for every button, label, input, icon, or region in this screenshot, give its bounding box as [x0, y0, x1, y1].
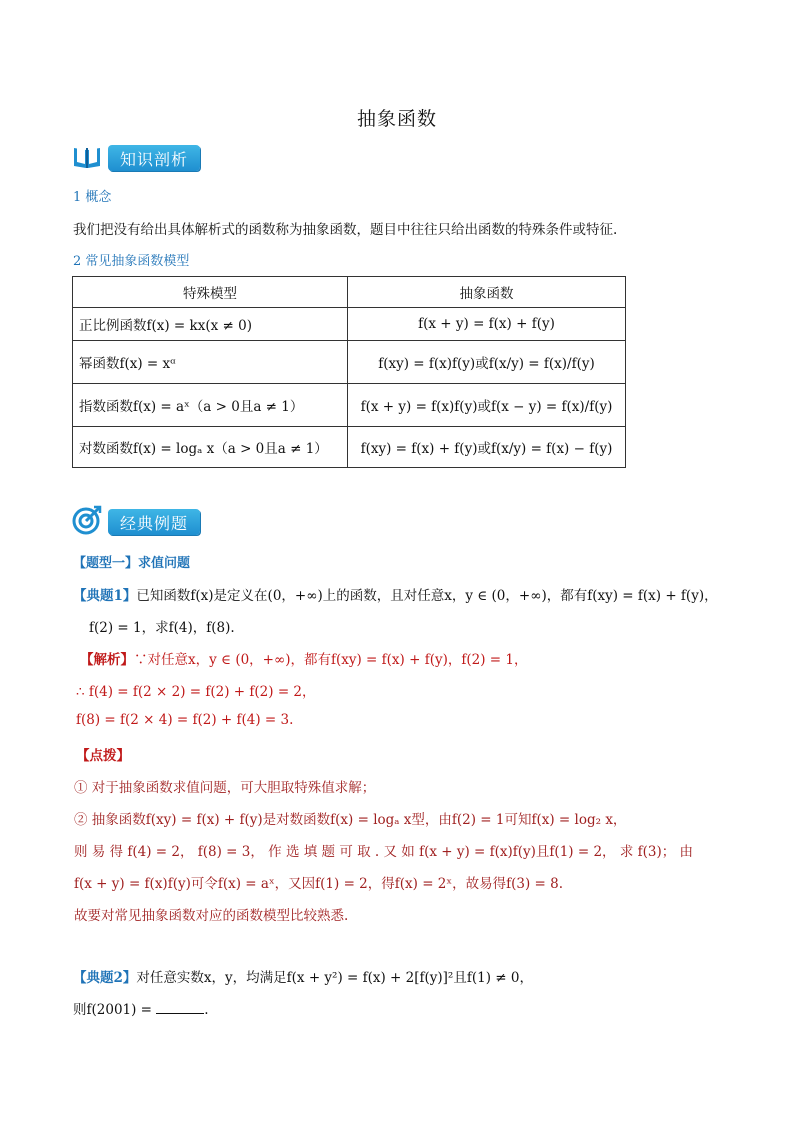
table-cell-abstract: f(xy) = f(x) + f(y)或f(x/y) = f(x) − f(y) [348, 427, 626, 468]
table-row [73, 341, 626, 384]
hint-item2: ② 抽象函数f(xy) = f(x) + f(y)是对数函数f(x) = logₐ x型，由f(2) = 1可知f(x) = log₂ x， [74, 812, 627, 828]
table-header: 抽象函数 [348, 277, 626, 308]
hint-item3: 则 易 得 f(4) = 2， f(8) = 3， 作 选 填 题 可 取 . 又 如 f(x + y) = f(x)f(y)且f(1) = 2， 求 f(3)； 由 [74, 844, 694, 860]
example2-suffix: . [204, 1002, 209, 1018]
solution1-text1: ∵对任意x，y ∈ (0，+∞)，都有f(xy) = f(x) + f(y)，f(2) = 1， [134, 652, 528, 668]
example2-tag: 【典题2】 [73, 970, 137, 986]
type1-label: 【题型一】求值问题 [73, 556, 191, 571]
hint-tag: 【点拨】 [76, 748, 130, 764]
answer-blank[interactable] [156, 1001, 204, 1014]
open-book-icon [72, 142, 102, 174]
concept-text: 我们把没有给出具体解析式的函数称为抽象函数，题目中往往只给出函数的特殊条件或特征. [73, 222, 618, 238]
page-title: 抽象函数 [356, 108, 437, 130]
knowledge-banner-label: 知识剖析 [108, 145, 200, 171]
models-table [72, 276, 626, 468]
models-heading: 2 常见抽象函数模型 [73, 254, 190, 269]
example2-prefix: 则f(2001) = [73, 1002, 157, 1018]
solution1-line3: f(8) = f(2 × 4) = f(2) + f(4) = 3. [76, 712, 294, 728]
solution1-line1 [80, 648, 527, 668]
table-row [73, 427, 626, 468]
knowledge-banner [72, 144, 200, 172]
table-cell-abstract: f(x + y) = f(x)f(y)或f(x − y) = f(x)/f(y) [348, 384, 626, 427]
example1-tag: 【典题1】 [73, 588, 137, 604]
example2-line1 [73, 966, 533, 986]
table-header: 特殊模型 [73, 277, 348, 308]
table-cell-model: 指数函数f(x) = aˣ（a > 0且a ≠ 1） [73, 384, 348, 427]
table-row [73, 384, 626, 427]
examples-banner [72, 508, 200, 536]
solution1-line2: ∴ f(4) = f(2 × 2) = f(2) + f(2) = 2， [76, 684, 316, 700]
examples-banner-label: 经典例题 [108, 509, 200, 535]
hint-item4: f(x + y) = f(x)f(y)可令f(x) = aˣ，又因f(1) = 2，得f(x) = 2ˣ，故易得f(3) = 8. [74, 876, 564, 892]
hint-conclusion: 故要对常见抽象函数对应的函数模型比较熟悉. [74, 908, 349, 924]
table-row [73, 308, 626, 341]
target-arrow-icon [72, 505, 102, 539]
concept-heading: 1 概念 [73, 190, 112, 205]
table-cell-abstract: f(xy) = f(x)f(y)或f(x/y) = f(x)/f(y) [348, 341, 626, 384]
table-cell-model: 正比例函数f(x) = kx(x ≠ 0) [73, 308, 348, 341]
hint-item1: ① 对于抽象函数求值问题，可大胆取特殊值求解； [74, 780, 376, 796]
example1-line2: f(2) = 1，求f(4)，f(8). [89, 620, 235, 636]
example1-line1 [73, 584, 718, 604]
example2-line2 [73, 998, 209, 1018]
table-header-row [73, 277, 626, 308]
example1-text1: 已知函数f(x)是定义在(0，+∞)上的函数，且对任意x，y ∈ (0，+∞)，都有f(xy) = f(x) + f(y)， [136, 588, 718, 604]
table-cell-model: 对数函数f(x) = logₐ x（a > 0且a ≠ 1） [73, 427, 348, 468]
table-cell-model: 幂函数f(x) = xᵅ [73, 341, 348, 384]
example2-text1: 对任意实数x，y，均满足f(x + y²) = f(x) + 2[f(y)]²且f(1) ≠ 0， [136, 970, 533, 986]
table-cell-abstract: f(x + y) = f(x) + f(y) [348, 308, 626, 341]
solution1-tag: 【解析】 [80, 652, 134, 668]
